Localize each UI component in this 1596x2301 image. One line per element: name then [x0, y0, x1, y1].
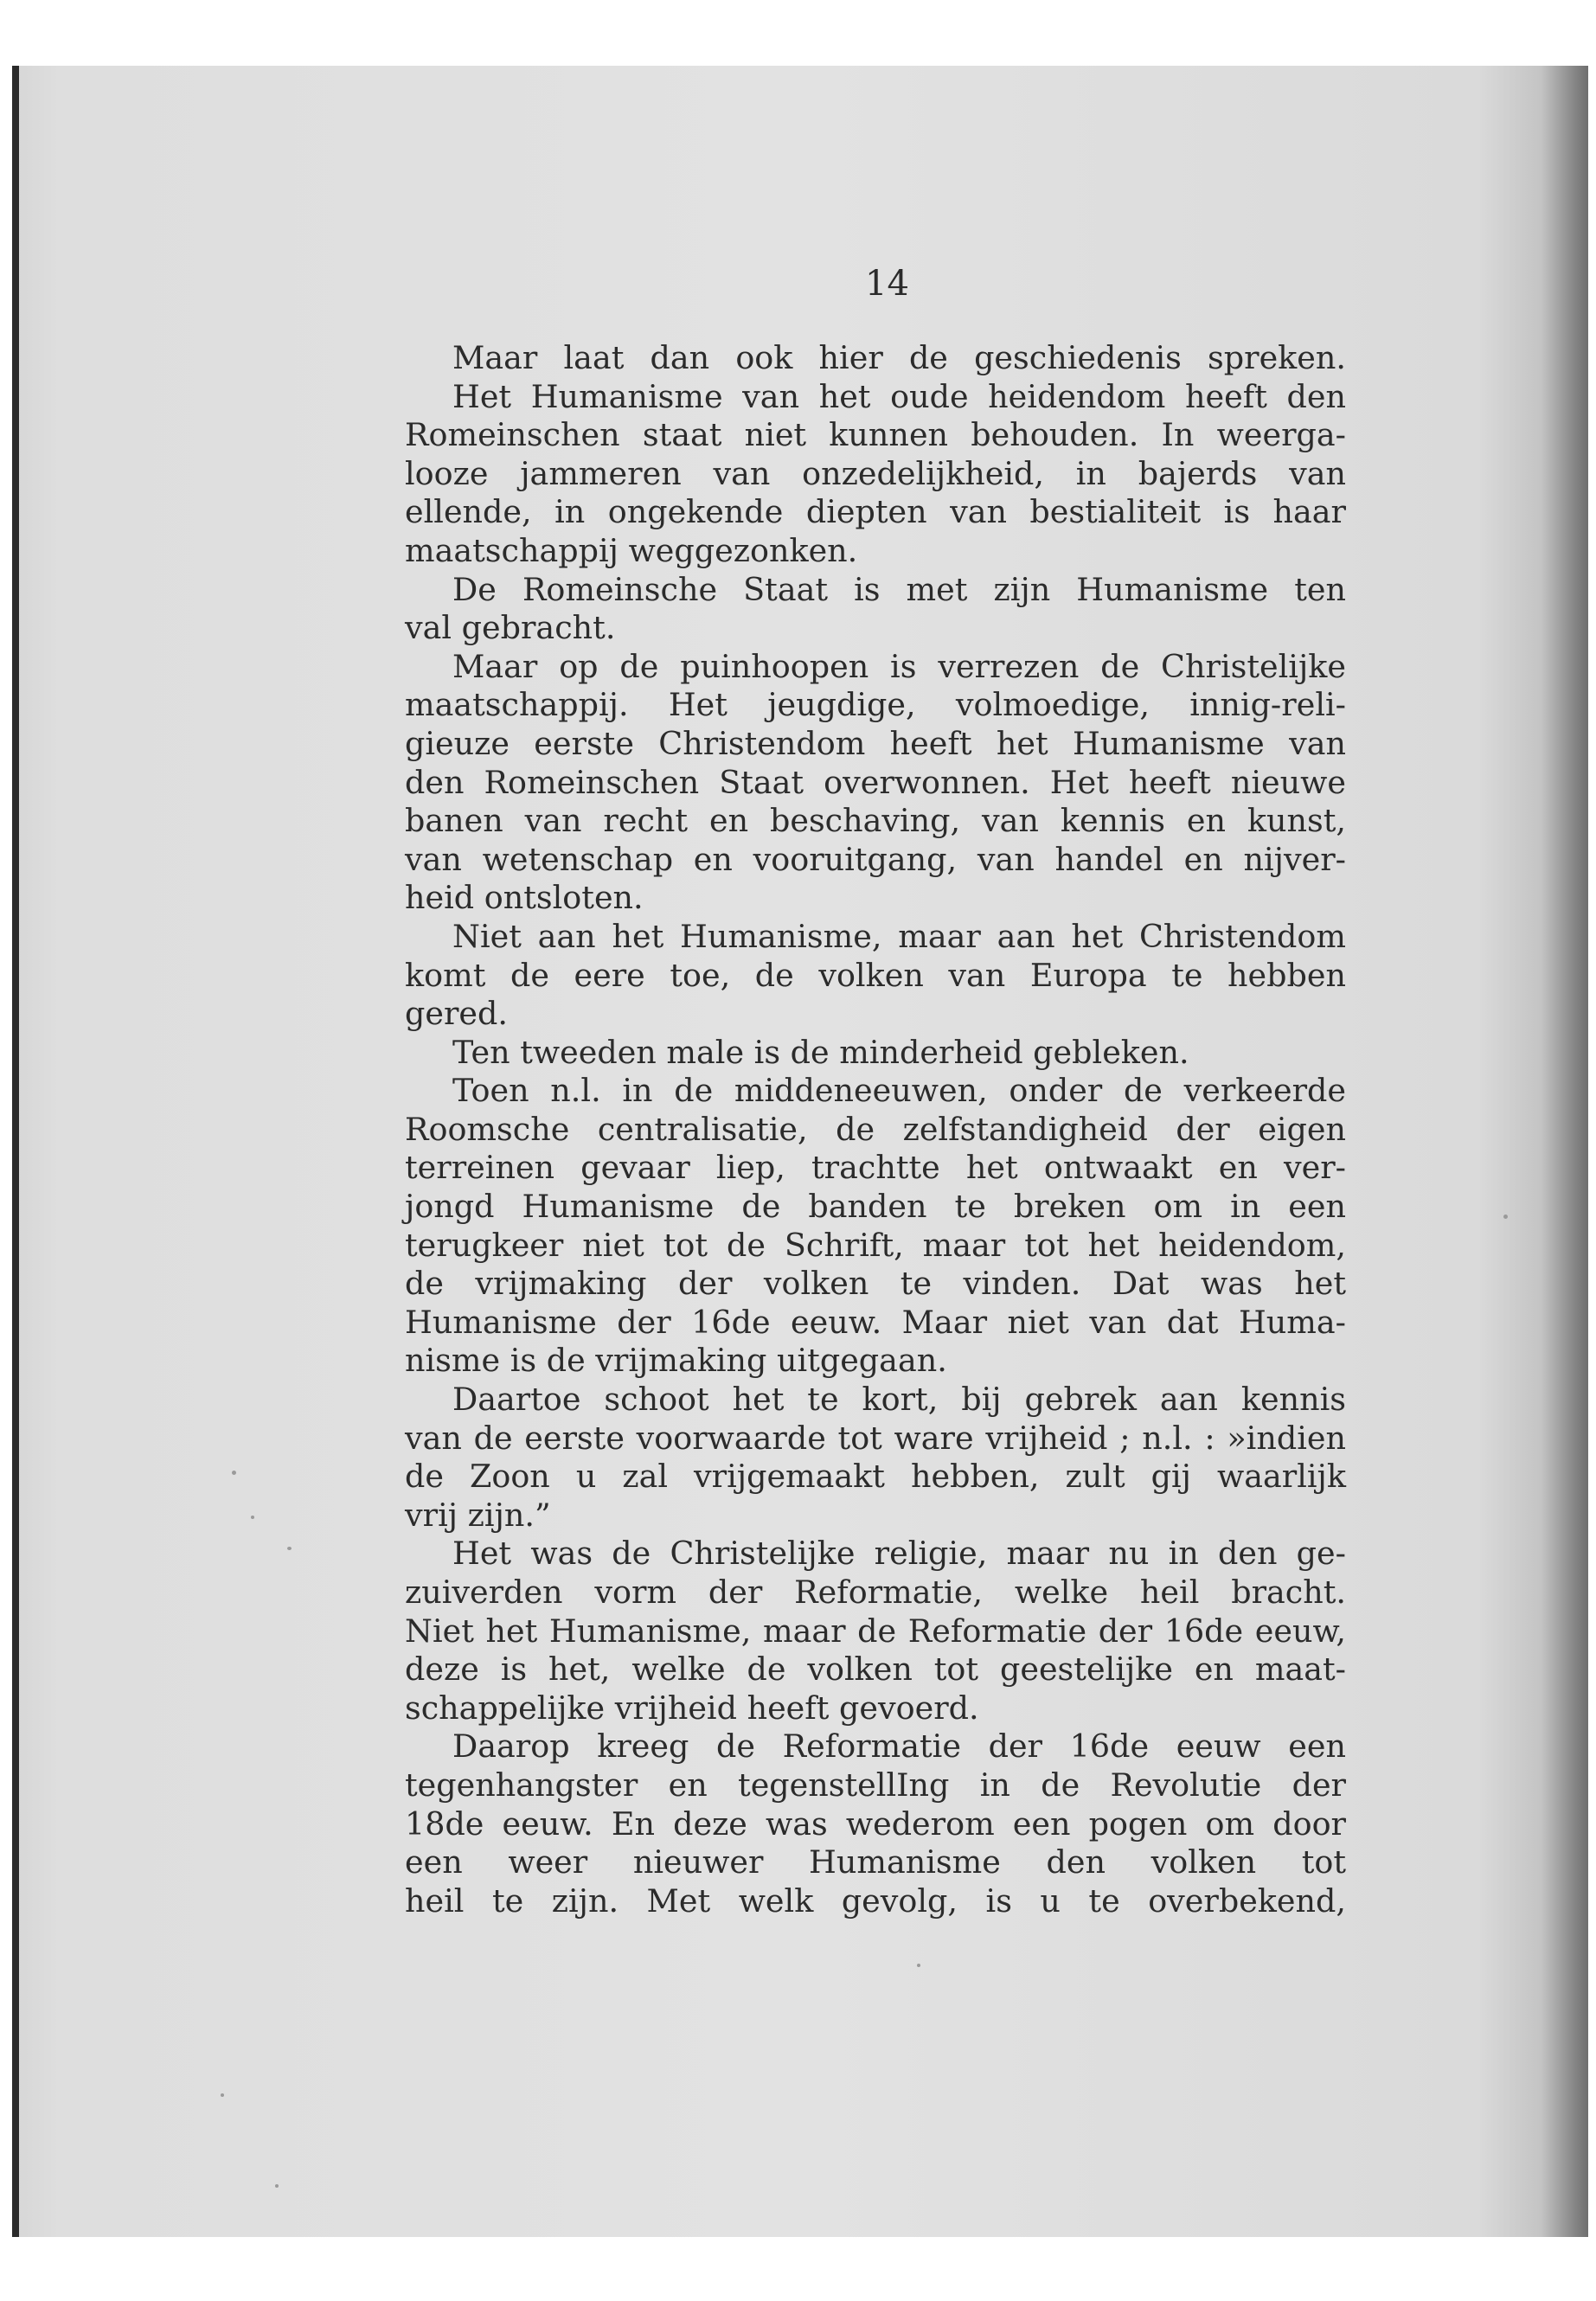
text-line: zuiverden vorm der Reformatie, welke heil bracht. [405, 1574, 1346, 1611]
text-line: 18de eeuw. En deze was wederom een pogen om door [405, 1804, 1346, 1843]
text-line: Ten tweeden male is de minderheid gebleken. [452, 1033, 1189, 1071]
text-line: Humanisme der 16de eeuw. Maar niet van dat Huma- [405, 1303, 1346, 1341]
text-line: van de eerste voorwaarde tot ware vrijheid ; n.l. : »indien [405, 1419, 1346, 1457]
page-binding-edge [12, 66, 19, 2237]
paper-speck [1503, 1215, 1508, 1219]
text-line: van wetenschap en vooruitgang, van handel en nijver- [405, 840, 1346, 878]
text-line: Daarop kreeg de Reformatie der 16de eeuw een [452, 1727, 1346, 1766]
text-line: Romeinschen staat niet kunnen behouden. In weerga- [405, 416, 1346, 454]
text-line: Roomsche centralisatie, de zelfstandigheid der eigen [405, 1110, 1346, 1148]
body-text [405, 339, 1346, 1920]
paper-speck [221, 2093, 224, 2097]
text-line: Het was de Christelijke religie, maar nu in den ge- [452, 1535, 1346, 1573]
text-line: Daartoe schoot het te kort, bij gebrek aan kennis [452, 1381, 1346, 1419]
text-line: de Zoon u zal vrijgemaakt hebben, zult gij waarlijk [405, 1458, 1346, 1496]
text-line: jongd Humanisme de banden te breken om in een [405, 1188, 1346, 1226]
text-line: De Romeinsche Staat is met zijn Humanisme ten [452, 570, 1346, 608]
text-line: nisme is de vrijmaking uitgegaan. [405, 1342, 947, 1380]
paper-speck [287, 1547, 292, 1550]
text-line: heil te zijn. Met welk gevolg, is u te overbekend, [405, 1881, 1346, 1920]
page-number: 14 [865, 264, 909, 304]
text-line: looze jammeren van onzedelijkheid, in bajerds van [405, 454, 1346, 492]
text-line: gered. [405, 995, 508, 1033]
paper-speck [917, 1964, 920, 1967]
text-line: Maar op de puinhoopen is verrezen de Christelijke [452, 647, 1346, 685]
text-line: val gebracht. [405, 609, 616, 647]
text-line: terugkeer niet tot de Schrift, maar tot het heidendom, [405, 1226, 1346, 1264]
text-line: Toen n.l. in de middeneeuwen, onder de verkeerde [452, 1072, 1346, 1110]
text-line: de vrijmaking der volken te vinden. Dat was het [405, 1265, 1346, 1303]
text-line: heid ontsloten. [405, 879, 644, 917]
paper-speck [251, 1516, 254, 1519]
text-line: een weer nieuwer Humanisme den volken tot [405, 1843, 1346, 1881]
text-line: maatschappij weggezonken. [405, 531, 858, 569]
text-line: Niet aan het Humanisme, maar aan het Christendom [452, 917, 1346, 955]
text-line: terreinen gevaar liep, trachtte het ontwaakt en ver- [405, 1149, 1346, 1187]
text-line: banen van recht en beschaving, van kennis en kunst, [405, 802, 1346, 840]
text-line: Niet het Humanisme, maar de Reformatie der 16de eeuw, [405, 1612, 1346, 1650]
text-line: vrij zijn.” [405, 1496, 551, 1534]
text-line: schappelijke vrijheid heeft gevoerd. [405, 1689, 979, 1727]
text-line: gieuze eerste Christendom heeft het Humanisme van [405, 724, 1346, 762]
text-line: deze is het, welke de volken tot geestelijke en maat- [405, 1650, 1346, 1689]
paper-speck [232, 1471, 236, 1475]
text-line: Het Humanisme van het oude heidendom heeft den [452, 377, 1346, 415]
text-line: ellende, in ongekende diepten van bestialiteit is haar [405, 493, 1346, 531]
text-line: tegenhangster en tegenstellIng in de Revolutie der [405, 1766, 1346, 1804]
text-line: maatschappij. Het jeugdige, volmoedige, innig-reli- [405, 686, 1346, 724]
text-line: den Romeinschen Staat overwonnen. Het heeft nieuwe [405, 763, 1346, 801]
text-line: Maar laat dan ook hier de geschiedenis spreken. [452, 339, 1346, 376]
text-line: komt de eere toe, de volken van Europa te hebben [405, 956, 1346, 994]
paper-speck [275, 2184, 279, 2188]
